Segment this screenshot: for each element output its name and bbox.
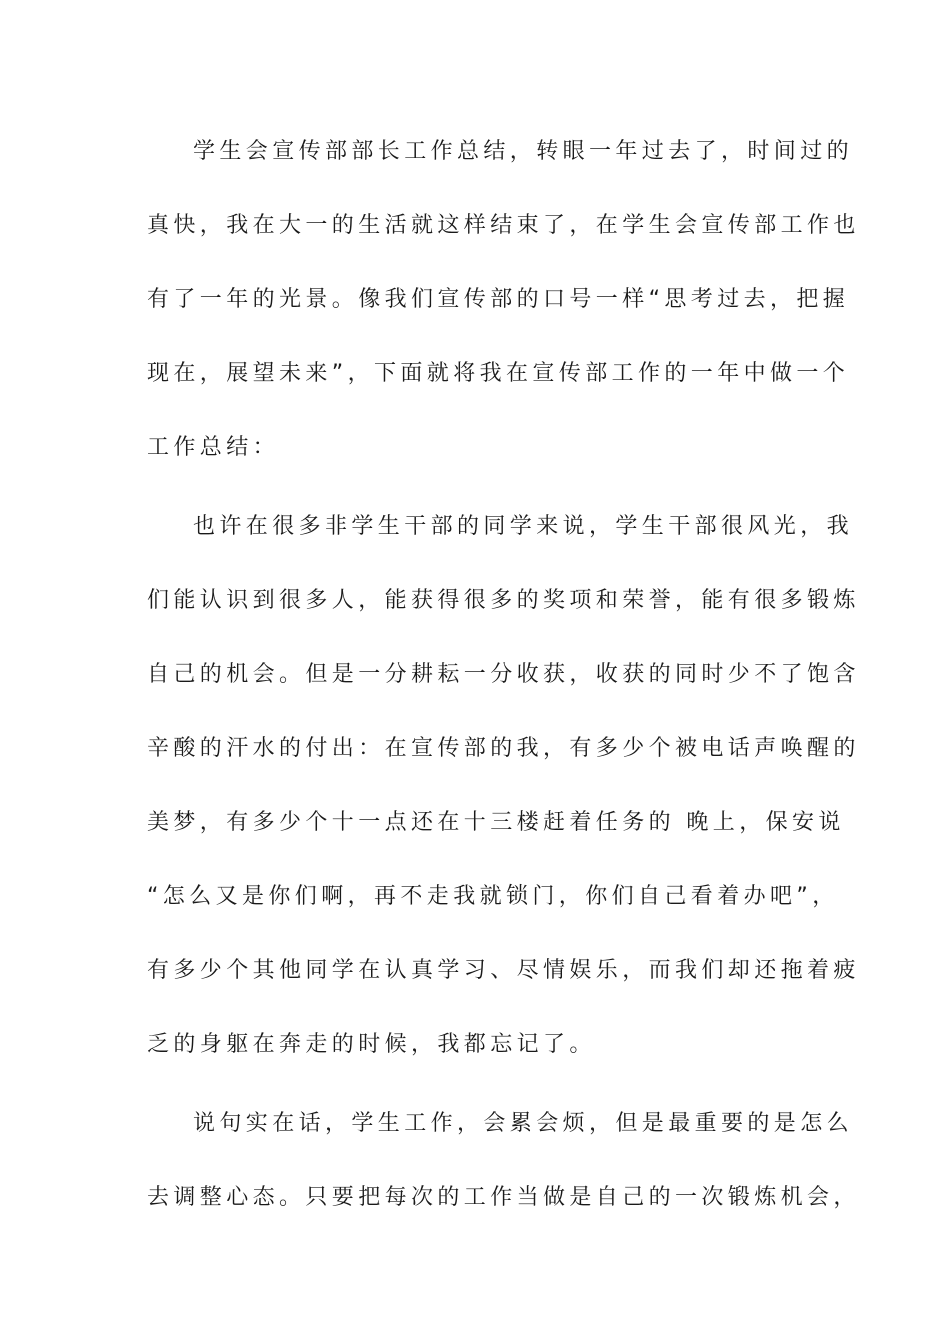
paragraph-2-line-1: 也许在很多非学生干部的同学来说，学生干部很风光，我 bbox=[193, 514, 854, 539]
paragraph-2-line-7: 有多少个其他同学在认真学习、尽情娱乐，而我们却还拖着疲 bbox=[147, 958, 860, 983]
paragraph-1-line-3: 有了一年的光景。像我们宣传部的口号一样“思考过去，把握 bbox=[147, 287, 850, 312]
paragraph-2-line-8: 乏的身躯在奔走的时候，我都忘记了。 bbox=[147, 1032, 596, 1057]
paragraph-1-line-5: 工作总结： bbox=[147, 435, 280, 460]
paragraph-2-line-2: 们能认识到很多人，能获得很多的奖项和荣誉，能有很多锻炼 bbox=[147, 588, 860, 613]
paragraph-2-line-4: 辛酸的汗水的付出：在宣传部的我，有多少个被电话声唤醒的 bbox=[147, 736, 860, 761]
paragraph-1-line-2: 真快，我在大一的生活就这样结束了，在学生会宣传部工作也 bbox=[147, 213, 860, 238]
paragraph-2-line-3: 自己的机会。但是一分耕耘一分收获，收获的同时少不了饱含 bbox=[147, 662, 860, 687]
paragraph-2-line-6: “怎么又是你们啊，再不走我就锁门，你们自己看着办吧”， bbox=[147, 884, 839, 909]
paragraph-3-line-2: 去调整心态。只要把每次的工作当做是自己的一次锻炼机会， bbox=[147, 1185, 860, 1210]
paragraph-2-line-5: 美梦，有多少个十一点还在十三楼赶着任务的 晚上，保安说 bbox=[147, 810, 845, 835]
paragraph-3-line-1: 说句实在话，学生工作，会累会烦，但是最重要的是怎么 bbox=[193, 1111, 854, 1136]
paragraph-1-line-1: 学生会宣传部部长工作总结，转眼一年过去了，时间过的 bbox=[193, 139, 854, 164]
paragraph-1-line-4: 现在，展望未来”，下面就将我在宣传部工作的一年中做一个 bbox=[147, 361, 850, 386]
